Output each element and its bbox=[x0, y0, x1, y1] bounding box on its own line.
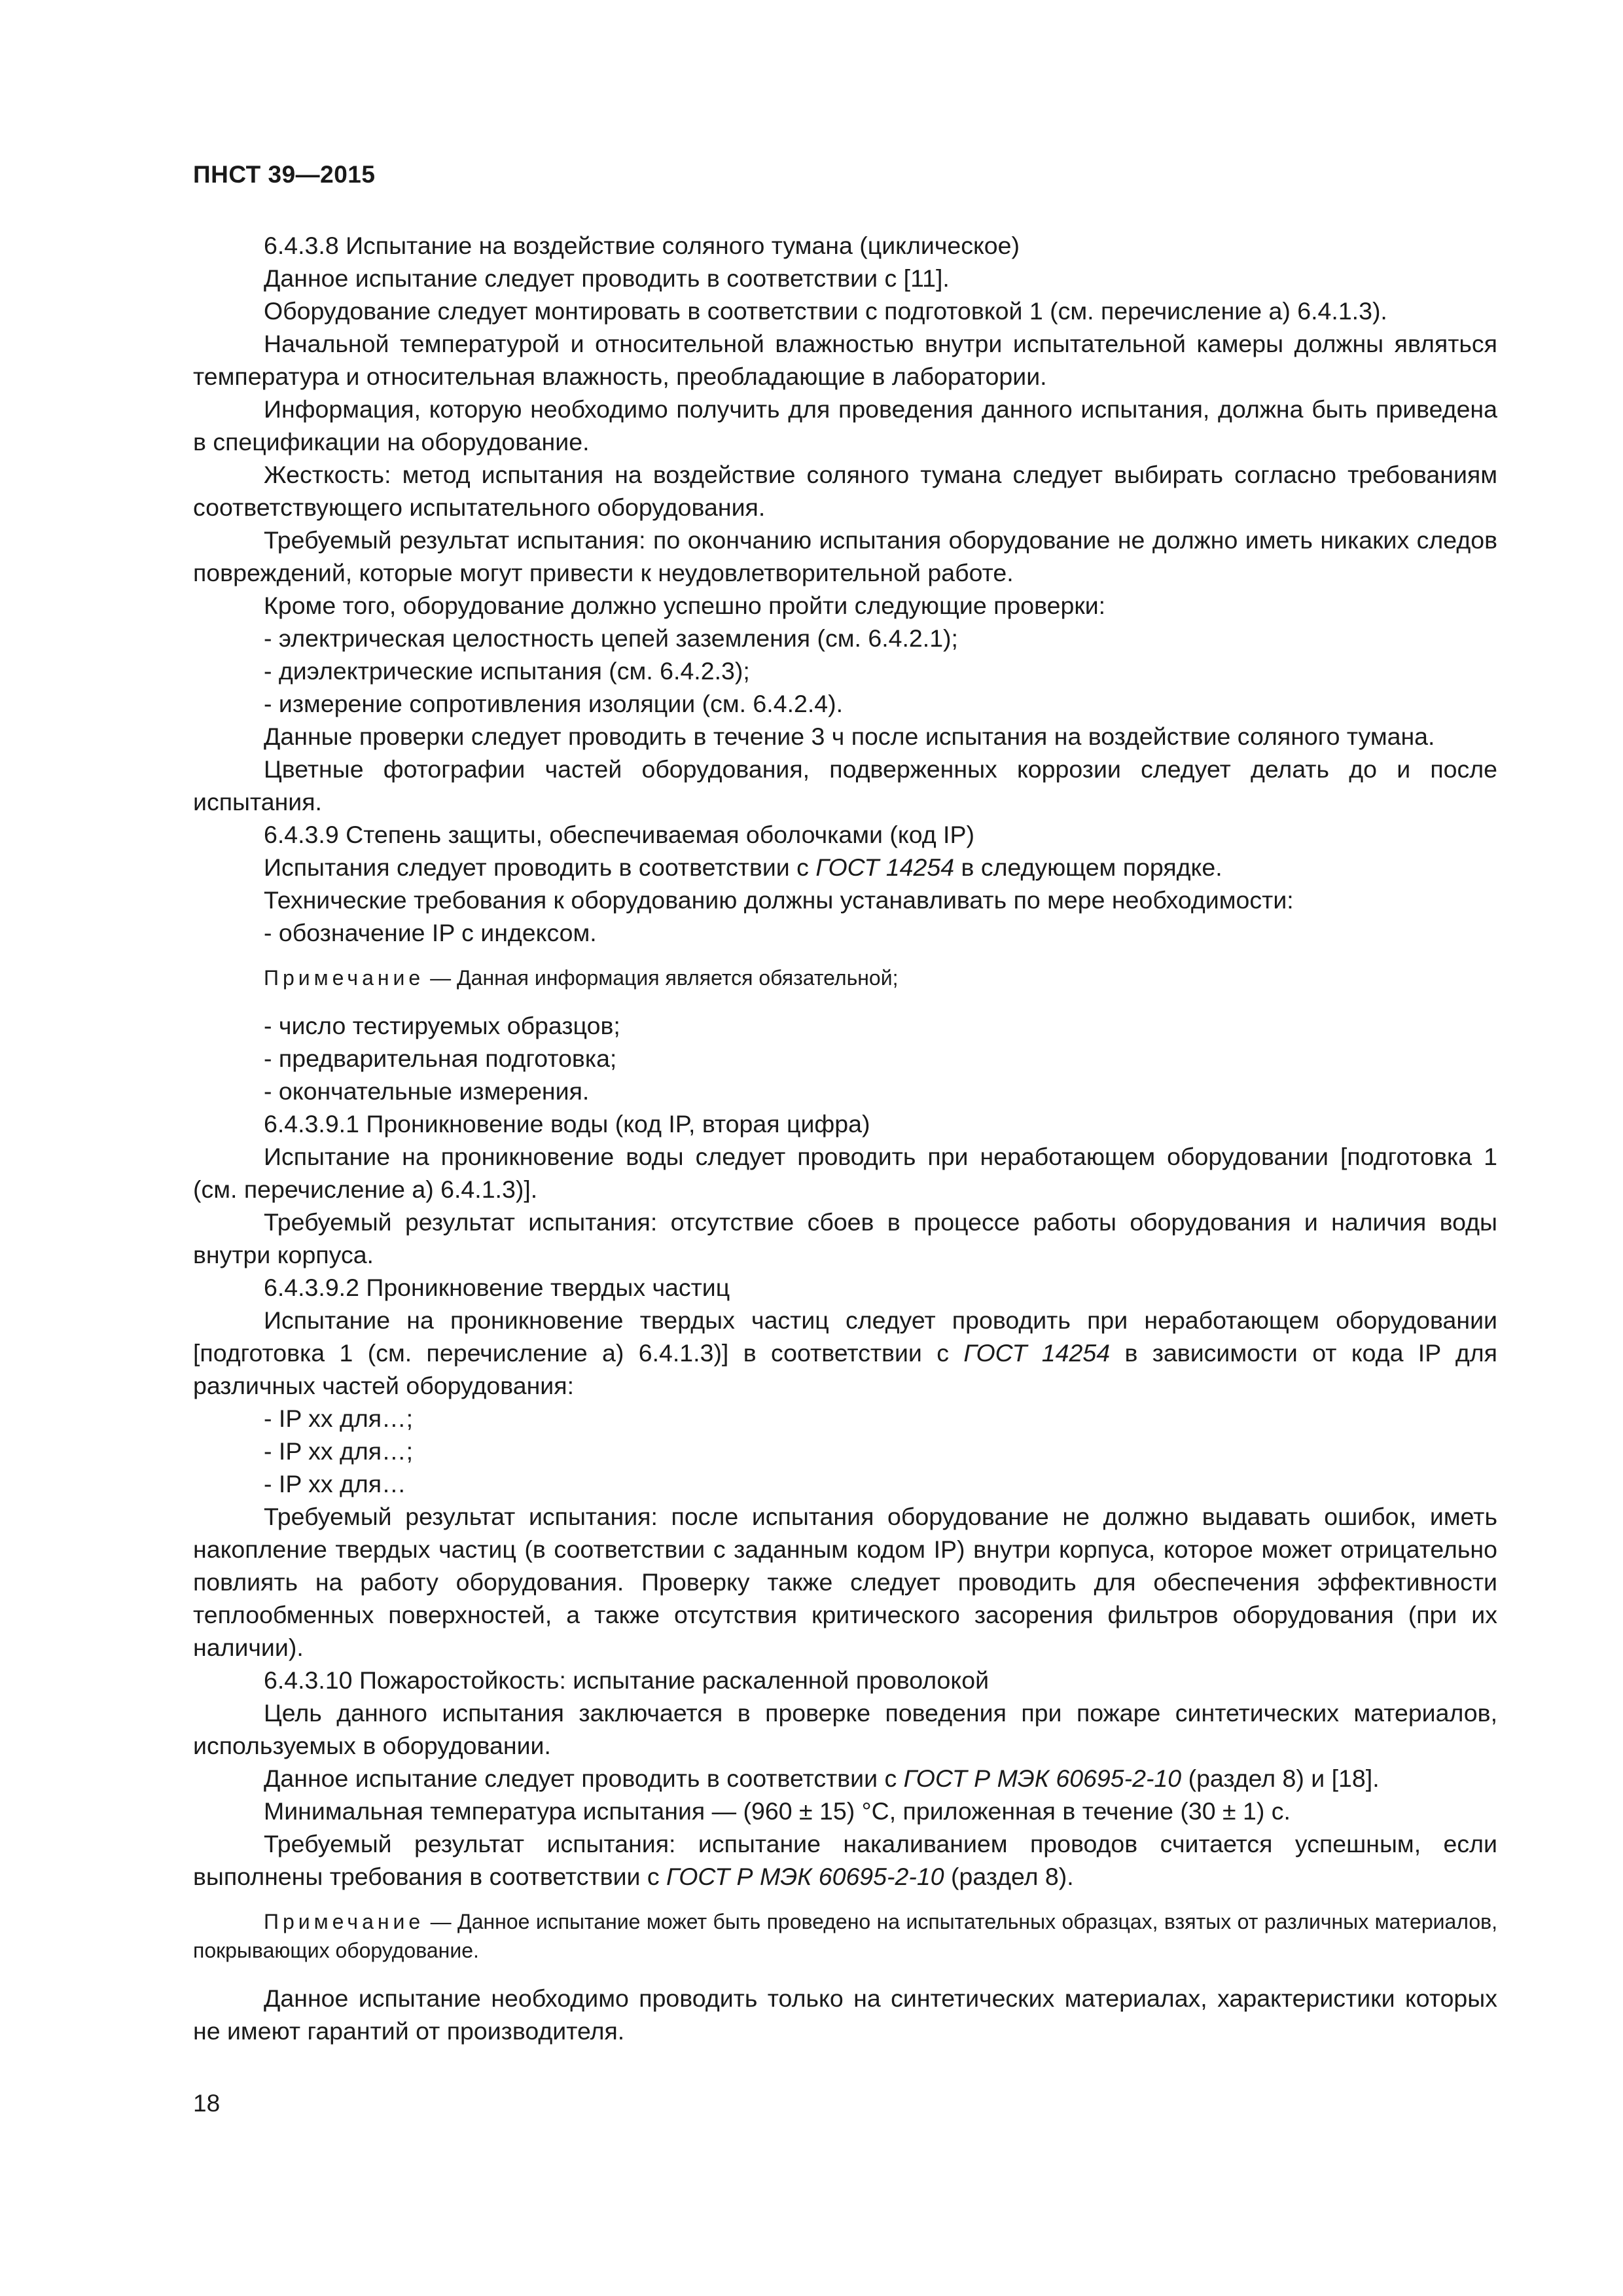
standard-reference: ГОСТ Р МЭК 60695-2-10 bbox=[903, 1765, 1182, 1792]
paragraph bbox=[193, 851, 1497, 884]
note-text: — Данная информация является обязательной; bbox=[424, 966, 899, 990]
text-run: в зависимости от кода IP для различных частей оборудования: bbox=[193, 1339, 1497, 1399]
paragraph: Данное испытание необходимо проводить только на синтетических материалах, характеристики которых не имеют гарантий от производителя. bbox=[193, 1984, 1497, 2045]
paragraph: Требуемый результат испытания: по окончанию испытания оборудование не должно иметь никаких следов повреждений, которые могут привести к неудовлетворительной работе. bbox=[193, 526, 1497, 586]
paragraph: Испытание на проникновение воды следует проводить при неработающем оборудовании [подготовка 1 (см. перечисление а) 6.4.1.3)]. bbox=[193, 1143, 1497, 1203]
paragraph: Оборудование следует монтировать в соответствии с подготовкой 1 (см. перечисление а) 6.4.1.3). bbox=[264, 297, 1387, 325]
text-run: в следующем порядке. bbox=[954, 853, 1222, 881]
standard-reference: ГОСТ 14254 bbox=[963, 1339, 1111, 1367]
paragraph: Цель данного испытания заключается в проверке поведения при пожаре синтетических материалов, используемых в оборудовании. bbox=[193, 1699, 1497, 1759]
paragraph bbox=[193, 1304, 1497, 1402]
text-run: Данное испытание следует проводить в соответствии с bbox=[264, 1765, 904, 1792]
list-item: - IP хх для… bbox=[264, 1470, 406, 1498]
list-item: - IP хх для…; bbox=[264, 1405, 413, 1432]
document-header: ПНСТ 39—2015 bbox=[193, 161, 376, 188]
note bbox=[193, 963, 1497, 992]
text-run: (раздел 8). bbox=[944, 1863, 1074, 1890]
paragraph: Данное испытание следует проводить в соответствии с [11]. bbox=[264, 264, 950, 292]
list-item: - электрическая целостность цепей заземления (см. 6.4.2.1); bbox=[264, 624, 958, 652]
section-heading-6-4-3-9: 6.4.3.9 Степень защиты, обеспечиваемая оболочками (код IP) bbox=[264, 821, 974, 848]
section-heading-6-4-3-8: 6.4.3.8 Испытание на воздействие соляного тумана (циклическое) bbox=[264, 232, 1020, 259]
section-heading-6-4-3-9-1: 6.4.3.9.1 Проникновение воды (код IP, вторая цифра) bbox=[264, 1110, 870, 1138]
paragraph: Начальной температурой и относительной влажностью внутри испытательной камеры должны являться температура и относительная влажность, преобладающие в лаборатории. bbox=[193, 330, 1497, 390]
list-item: - измерение сопротивления изоляции (см. 6.4.2.4). bbox=[264, 690, 844, 717]
text-run: Испытания следует проводить в соответствии с bbox=[264, 853, 816, 881]
paragraph: Цветные фотографии частей оборудования, подверженных коррозии следует делать до и после испытания. bbox=[193, 755, 1497, 816]
standard-reference: ГОСТ Р МЭК 60695-2-10 bbox=[666, 1863, 944, 1890]
text-run: Испытание на проникновение твердых частиц следует проводить при неработающем оборудовании [подготовка 1 (см. перечисление а) 6.4.1.3)] в соответствии с bbox=[193, 1306, 1497, 1367]
paragraph bbox=[193, 1762, 1497, 1795]
paragraph: Жесткость: метод испытания на воздействие соляного тумана следует выбирать согласно требованиям соответствующего испытательного оборудования. bbox=[193, 461, 1497, 521]
section-heading-6-4-3-10: 6.4.3.10 Пожаростойкость: испытание раскаленной проволокой bbox=[264, 1666, 990, 1694]
paragraph: Требуемый результат испытания: отсутствие сбоев в процессе работы оборудования и наличия воды внутри корпуса. bbox=[193, 1208, 1497, 1268]
note-label: Примечание bbox=[264, 1910, 425, 1933]
paragraph: Технические требования к оборудованию должны устанавливать по мере необходимости: bbox=[264, 886, 1294, 914]
note-label: Примечание bbox=[264, 966, 425, 990]
list-item: - обозначение IP с индексом. bbox=[264, 919, 597, 946]
paragraph: Минимальная температура испытания — (960 ± 15) °С, приложенная в течение (30 ± 1) с. bbox=[264, 1797, 1291, 1825]
paragraph: Информация, которую необходимо получить для проведения данного испытания, должна быть приведена в спецификации на оборудование. bbox=[193, 395, 1497, 456]
paragraph: Требуемый результат испытания: после испытания оборудование не должно выдавать ошибок, иметь накопление твердых частиц (в соответствии с заданным кодом IP) внутри корпуса, которое может отрицательно повлиять на работу оборудования. Проверку также следует проводить для обеспечения эффективности теплообменных поверхностей, а также отсутствия критического засорения фильтров оборудования (при их наличии). bbox=[193, 1503, 1497, 1661]
paragraph: Данные проверки следует проводить в течение 3 ч после испытания на воздействие соляного тумана. bbox=[264, 723, 1435, 750]
note-text: — Данное испытание может быть проведено на испытательных образцах, взятых от различных материалов, покрывающих оборудование. bbox=[193, 1910, 1497, 1962]
list-item: - диэлектрические испытания (см. 6.4.2.3); bbox=[264, 657, 750, 685]
standard-reference: ГОСТ 14254 bbox=[815, 853, 955, 881]
paragraph: Кроме того, оборудование должно успешно пройти следующие проверки: bbox=[264, 592, 1106, 619]
text-run: Требуемый результат испытания: испытание накаливанием проводов считается успешным, если выполнены требования в соответствии с bbox=[193, 1830, 1497, 1890]
list-item: - окончательные измерения. bbox=[264, 1077, 590, 1105]
list-item: - число тестируемых образцов; bbox=[264, 1012, 620, 1039]
list-item: - IP хх для…; bbox=[264, 1437, 413, 1465]
paragraph bbox=[193, 1827, 1497, 1893]
note bbox=[193, 1907, 1497, 1965]
text-run: (раздел 8) и [18]. bbox=[1181, 1765, 1380, 1792]
section-heading-6-4-3-9-2: 6.4.3.9.2 Проникновение твердых частиц bbox=[264, 1274, 730, 1301]
page-number: 18 bbox=[193, 2090, 221, 2117]
document-body bbox=[193, 229, 1497, 2047]
list-item: - предварительная подготовка; bbox=[264, 1045, 617, 1072]
